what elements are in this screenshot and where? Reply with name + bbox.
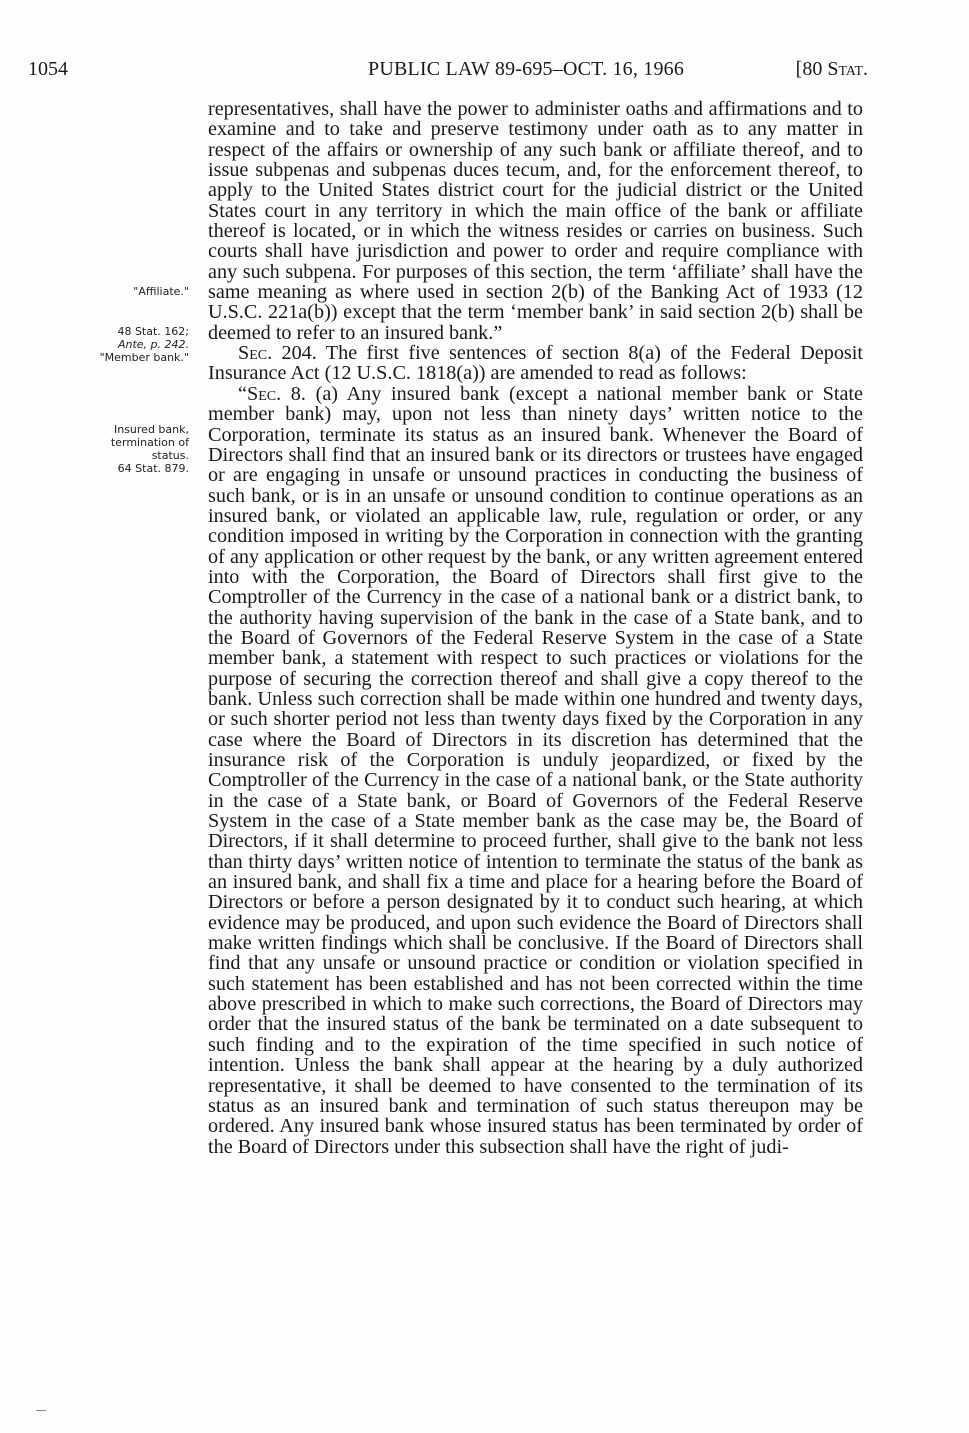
- body-text: [208, 99, 863, 1157]
- affiliate-note-text: "Affiliate.": [133, 285, 189, 298]
- section-8-label: “Sec. 8.: [238, 382, 306, 405]
- continuation-paragraph: representatives, shall have the power to administer oaths and affirmations and to examine and to take and preserve testimony under oath as to any matter in respect of the affairs or ownership of any such bank or affiliate thereof, and to issue subpenas and subpenas duces tecum, and, for the enforcement thereof, to apply to the United States district court for the judicial district or the United States court in any territory in which the main office of the bank or affiliate thereof is located, or in which the witness resides or carries on business. Such courts shall have jurisdiction and power to order and require compliance with any such subpena. For purposes of this section, the term ‘affiliate’ shall have the same meaning as where used in section 2(b) of the Banking Act of 1933 (12 U.S.C. 221a(b)) except that the term ‘member bank’ in said section 2(b) shall be deemed to refer to an insured bank.”: [208, 98, 863, 344]
- section-204-paragraph: [208, 343, 863, 384]
- citation-line-2: Ante, p. 242.: [117, 338, 189, 351]
- section-8-text: (a) Any insured bank (except a national member bank or State member bank) may, upon not less than ninety days’ written notice to the Corporation, terminate its status as an insured bank. Whenever the Board of Directors shall find that an insured bank or its directors or trustees have engaged or are engaging in unsafe or unsound practices in conducting the business of such bank, or is in an unsafe or unsound condition to continue operations as an insured bank, or violated an applicable law, rule, regulation or order, or any condition imposed in writing by the Corporation in connection with the granting of any application or other request by the bank, or any written agreement entered into with the Corporation, the Board of Directors shall first give to the Comptroller of the Currency in the case of a national bank or a district bank, to the authority having supervision of the bank in the case of a State bank, and to the Board of Governors of the Federal Reserve System in the case of a State member bank, a statement with respect to such practices or violations for the purpose of securing the correction thereof and shall give a copy thereof to the bank. Unless such correction shall be made within one hundred and twenty days, or such shorter period not less than twenty days fixed by the Corporation in any case where the Board of Directors in its discretion has determined that the insurance risk of the Corporation is unduly jeopardized, or fixed by the Comptroller of the Currency in the case of a national bank, or the State authority in the case of a State bank, or Board of Governors of the Federal Reserve System in the case of a State member bank as the case may be, the Board of Directors, if it shall determine to proceed further, shall give to the bank not less than thirty days’ written notice of intention to terminate the status of the bank as an insured bank, and shall fix a time and place for a hearing before the Board of Directors or before a person designated by it to conduct such hearing, at which evidence may be produced, and upon such evidence the Board of Directors shall make written findings which shall be conclusive. If the Board of Directors shall find that any unsafe or unsound practice or condition or violation specified in such statement has been established and has not been corrected within the time above prescribed in which to make such corrections, the Board of Directors may order that the insured status of the bank be terminated on a date subsequent to such finding and to the expiration of the time specified in such notice of intention. Unless the bank shall appear at the hearing by a duly authorized representative, it shall be deemed to have consented to the termination of its status as an insured bank and termination of such status thereupon may be ordered. Any insured bank whose insured status has been terminated by order of the Board of Directors under this subsection shall have the right of judi-: [208, 382, 863, 1158]
- insured-note-line-4: 64 Stat. 879.: [117, 462, 189, 475]
- margin-note-citation: [29, 325, 189, 364]
- section-204-label: Sec. 204.: [238, 342, 317, 365]
- page-number: 1054: [28, 58, 68, 80]
- stat-reference: [80 Stat.: [795, 58, 868, 80]
- insured-note-line-3: status.: [151, 449, 189, 462]
- section-8-paragraph: [208, 384, 863, 1157]
- member-bank-note-text: "Member bank.": [99, 351, 189, 364]
- insured-note-line-1: Insured bank,: [113, 423, 189, 436]
- margin-note-insured-bank: [29, 423, 189, 475]
- section-204-text: The first five sentences of section 8(a) of the Federal Deposit Insurance Act (12 U.S.C. 1818(a)) are amended to read as follows:: [208, 342, 863, 385]
- citation-line-1: 48 Stat. 162;: [117, 325, 189, 338]
- insured-note-line-2: termination of: [110, 436, 189, 449]
- margin-note-affiliate: [29, 285, 189, 298]
- page-header: [28, 58, 868, 84]
- page-edge-mark: [36, 1410, 46, 1411]
- law-title: PUBLIC LAW 89-695–OCT. 16, 1966: [368, 58, 685, 80]
